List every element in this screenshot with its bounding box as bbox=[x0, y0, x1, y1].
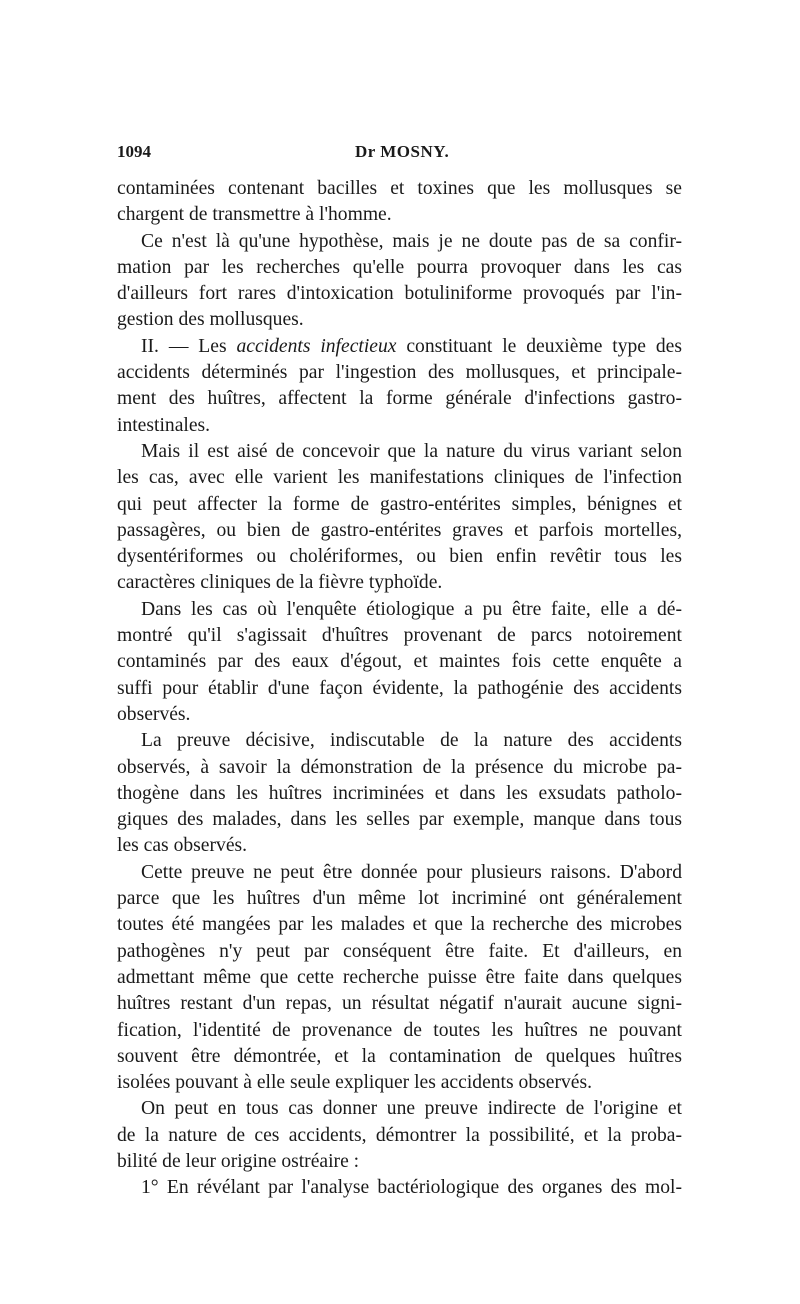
text-line: passagères, ou bien de gastro-entérites graves et parfois mortelles, bbox=[117, 519, 682, 541]
text-line: La preuve décisive, indiscutable de la nature des accidents bbox=[141, 730, 682, 752]
text-line: Dans les cas où l'enquête étiologique a pu être faite, elle a dé- bbox=[141, 598, 682, 620]
text-line: huîtres restant d'un repas, un résultat négatif n'aurait aucune signi- bbox=[117, 993, 682, 1015]
text-line: contaminées contenant bacilles et toxines que les mollusques se bbox=[117, 178, 682, 199]
body-text bbox=[117, 176, 682, 1202]
running-head: Dr MOSNY. bbox=[355, 142, 450, 161]
text-line: toutes été mangées par les malades et que la recherche des microbes bbox=[117, 914, 682, 936]
text-line: contaminés par des eaux d'égout, et maintes fois cette enquête a bbox=[117, 651, 682, 673]
text-line: ment des huîtres, affectent la forme générale d'infections gastro- bbox=[117, 388, 682, 410]
page-header bbox=[117, 142, 682, 168]
text-line: les cas observés. bbox=[117, 835, 248, 857]
text-line: II. — Les accidents infectieux constituant le deuxième type des bbox=[141, 335, 682, 357]
text-line: pathogènes n'y peut par conséquent être faite. Et d'ailleurs, en bbox=[117, 940, 682, 962]
page-number: 1094 bbox=[117, 142, 151, 161]
text-line: admettant même que cette recherche puisse être faite dans quelques bbox=[117, 966, 682, 988]
text-line: caractères cliniques de la fièvre typhoïde. bbox=[117, 572, 443, 594]
text-line: montré qu'il s'agissait d'huîtres provenant de parcs notoirement bbox=[117, 625, 682, 647]
text-line: intestinales. bbox=[117, 414, 211, 436]
text-line: dysentériformes ou cholériformes, ou bien enfin revêtir tous les bbox=[117, 546, 682, 568]
text-line: mation par les recherches qu'elle pourra provoquer dans les cas bbox=[117, 256, 682, 278]
text-line: Ce n'est là qu'une hypothèse, mais je ne doute pas de sa confir- bbox=[141, 230, 682, 252]
text-line: d'ailleurs fort rares d'intoxication botuliniforme provoqués par l'in- bbox=[117, 283, 682, 305]
text-line: de la nature de ces accidents, démontrer la possibilité, et la proba- bbox=[117, 1124, 682, 1146]
text-line: parce que les huîtres d'un même lot incriminé ont généralement bbox=[117, 888, 682, 910]
text-line: 1° En révélant par l'analyse bactériologique des organes des mol- bbox=[141, 1177, 682, 1199]
text-line: les cas, avec elle varient les manifestations cliniques de l'infection bbox=[117, 467, 682, 489]
text-line: accidents déterminés par l'ingestion des mollusques, et principale- bbox=[117, 362, 682, 384]
text-line: souvent être démontrée, et la contamination de quelques huîtres bbox=[117, 1045, 682, 1067]
text-line: thogène dans les huîtres incriminées et dans les exsudats patholo- bbox=[117, 782, 682, 804]
text-line: bilité de leur origine ostréaire : bbox=[117, 1150, 360, 1172]
text-line: gestion des mollusques. bbox=[117, 309, 304, 331]
text-line: observés, à savoir la démonstration de la présence du microbe pa- bbox=[117, 756, 682, 778]
text-line: suffi pour établir d'une façon évidente, la pathogénie des accidents bbox=[117, 677, 682, 699]
text-line: observés. bbox=[117, 703, 191, 725]
text-line: giques des malades, dans les selles par exemple, manque dans tous bbox=[117, 809, 682, 831]
text-line: Mais il est aisé de concevoir que la nature du virus variant selon bbox=[141, 440, 682, 462]
text-line: Cette preuve ne peut être donnée pour plusieurs raisons. D'abord bbox=[141, 861, 682, 883]
text-line: qui peut affecter la forme de gastro-entérites simples, bénignes et bbox=[117, 493, 682, 515]
text-line: fication, l'identité de provenance de toutes les huîtres ne pouvant bbox=[117, 1019, 682, 1041]
text-line: On peut en tous cas donner une preuve indirecte de l'origine et bbox=[141, 1098, 682, 1120]
emphasized-term: accidents infectieux bbox=[236, 335, 397, 357]
text-line: isolées pouvant à elle seule expliquer les accidents observés. bbox=[117, 1072, 592, 1094]
text-line: chargent de transmettre à l'homme. bbox=[117, 204, 392, 226]
